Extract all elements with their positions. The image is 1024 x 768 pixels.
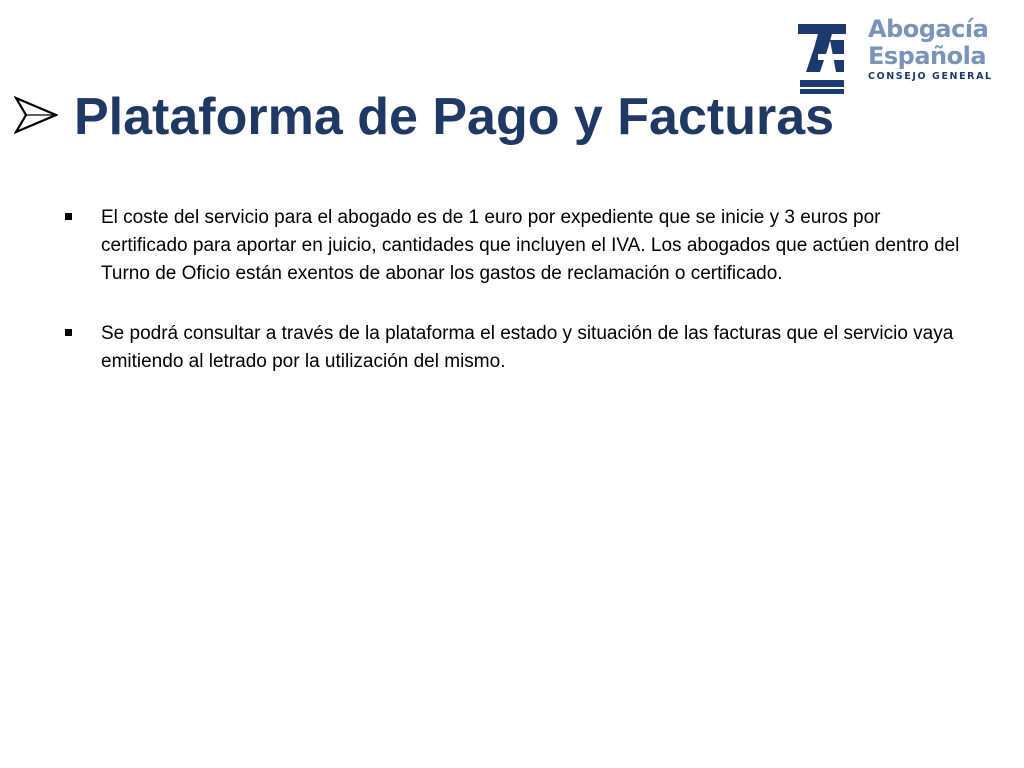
logo-line-espanola: Española [868,42,987,70]
page-title: Plataforma de Pago y Facturas [74,88,835,146]
bullet-list [62,204,962,408]
bullet-text: El coste del servicio para el abogado es de 1 euro por expediente que se inicie y 3 euros por certificado para aportar en juicio, cantidades que incluyen el IVA. Los abogados que actúen dentro del Turno de Oficio están exentos de abonar los gastos de reclamación o certificado. [101,207,960,284]
logo-text [868,16,998,84]
logo-line-abogacia: Abogacía [868,15,989,43]
list-item [62,320,962,376]
arrow-bullet-icon [14,96,58,134]
slide-title [12,84,912,150]
square-bullet-icon [65,213,72,220]
list-item [62,204,962,288]
bullet-text: Se podrá consultar a través de la plataforma el estado y situación de las facturas que el servicio vaya emitiendo al letrado por la utilización del mismo. [101,323,954,372]
logo-line-consejo-general: CONSEJO GENERAL [868,71,993,82]
square-bullet-icon [65,329,72,336]
